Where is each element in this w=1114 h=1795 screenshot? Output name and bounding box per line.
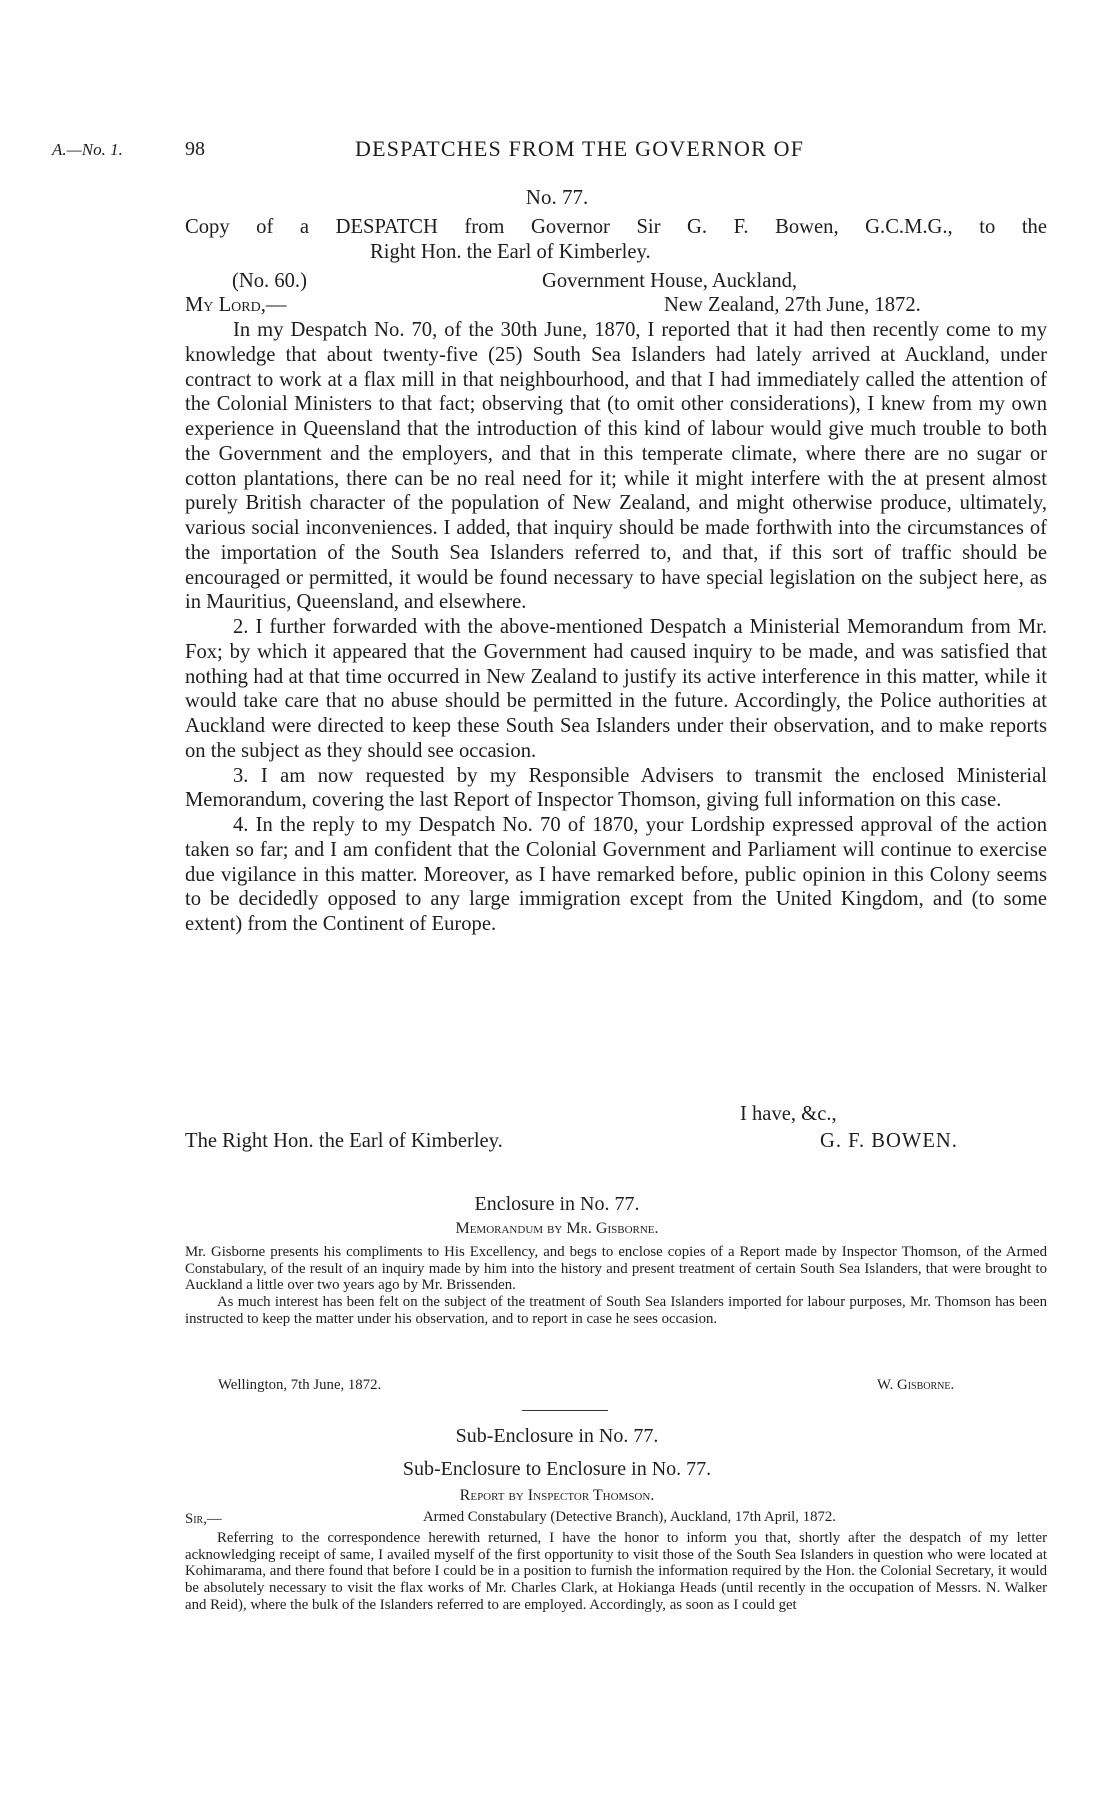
despatch-paragraph: In my Despatch No. 70, of the 30th June, 1870, I reported that it had then recently come to my knowledge that about twenty-five (25) South Sea Islanders had lately arrived at Auckland, under contract to work at a flax mill in that neighbourhood, and that I had immediately called the attention of the Colonial Ministers to that fact; observing that (to omit other considerations), I knew from my own experience in Queensland that the introduction of this kind of labour would give much trouble to both the Government and the employers, and that in this temperate climate, where there are no sugar or cotton plantations, there can be no real need for it; while it might interfere with the at present almost purely British character of the population of New Zealand, and might otherwise produce, ultimately, various social inconveniences. I added, that inquiry should be made forthwith into the circumstances of the importation of the South Sea Islanders referred to, and that, if this sort of traffic should be encouraged or permitted, it would be found necessary to have special legislation on the subject here, as in Mauritius, Queensland, and elsewhere.	[185, 319, 1047, 614]
sub-enclosure-heading2: Sub-Enclosure to Enclosure in No. 77.	[402, 1458, 712, 1480]
enclosure-heading: Enclosure in No. 77.	[474, 1193, 640, 1215]
enclosure-body	[185, 1244, 1047, 1328]
despatch-salutation: My Lord,—	[185, 294, 287, 316]
despatch-ref-no: (No. 60.)	[232, 270, 307, 292]
sub-enclosure-body	[185, 1530, 1047, 1614]
enclosure-subheading: Memorandum by Mr. Gisborne.	[455, 1220, 659, 1237]
despatch-addressee: The Right Hon. the Earl of Kimberley.	[185, 1130, 503, 1152]
sub-enclosure-subheading: Report by Inspector Thomson.	[459, 1487, 655, 1504]
enclosure-signature: W. Gisborne.	[877, 1377, 955, 1393]
enclosure-paragraph: As much interest has been felt on the subject of the treatment of South Sea Islanders imported for labour purposes, Mr. Thomson has been instructed to keep the matter under his observation, and to report in case he sees occasion.	[185, 1294, 1047, 1327]
despatch-number: No. 77.	[525, 185, 589, 209]
despatch-closing: I have, &c.,	[740, 1103, 837, 1125]
despatch-place-line2: New Zealand, 27th June, 1872.	[664, 294, 921, 316]
despatch-paragraph: 2. I further forwarded with the above-mentioned Despatch a Ministerial Memorandum from Mr. Fox; by which it appeared that the Government had caused inquiry to be made, and was satisfied that nothing had at that time occurred in New Zealand to justify its active interference in this matter, while it would take care that no abuse should be permitted in the future. Accordingly, the Police authorities at Auckland were directed to keep these South Sea Islanders under their observation, and to make reports on the subject as they should see occasion.	[185, 616, 1047, 762]
running-header	[0, 136, 1114, 166]
despatch-paragraph: 4. In the reply to my Despatch No. 70 of 1870, your Lordship expressed approval of the action taken so far; and I am confident that the Colonial Government and Parliament will continue to exercise due vigilance in this matter. Moreover, as I have remarked before, public opinion in this Colony seems to be decidedly opposed to any large immigration except from the United Kingdom, and (to some extent) from the Continent of Europe.	[185, 814, 1047, 935]
sub-enclosure-place-date: Armed Constabulary (Detective Branch), Auckland, 17th April, 1872.	[423, 1509, 836, 1525]
despatch-body	[185, 318, 1047, 937]
despatch-title-line2: Right Hon. the Earl of Kimberley.	[370, 241, 651, 263]
despatch-paragraph: 3. I am now requested by my Responsible Advisers to transmit the enclosed Ministerial Memorandum, covering the last Report of Inspector Thomson, giving full information on this case.	[185, 764, 1047, 812]
sub-enclosure-heading: Sub-Enclosure in No. 77.	[455, 1425, 659, 1447]
enclosure-place-date: Wellington, 7th June, 1872.	[218, 1377, 382, 1393]
despatch-signature: G. F. BOWEN.	[820, 1130, 958, 1152]
despatch-title-line1: Copy of a DESPATCH from Governor Sir G. F. Bowen, G.C.M.G., to the	[185, 216, 1047, 238]
enclosure-paragraph: Mr. Gisborne presents his compliments to His Excellency, and begs to enclose copies of a Report made by Inspector Thomson, of the Armed Constabulary, of the result of an inquiry made by him into the history and present treatment of certain South Sea Islanders, that were brought to Auckland a little over two years ago by Mr. Brissenden.	[185, 1244, 1047, 1294]
despatch-place-line1: Government House, Auckland,	[542, 270, 798, 292]
paper-reference: A.—No. 1.	[52, 140, 123, 159]
sub-enclosure-paragraph: Referring to the correspondence herewith returned, I have the honor to inform you that, shortly after the despatch of my letter acknowledging receipt of same, I availed myself of the first opportunity to visit those of the South Sea Islanders in question who were located at Kohimarama, and there found that before I could be in a position to furnish the information required by the Hon. the Colonial Secretary, it would be absolutely necessary to visit the flax works of Mr. Charles Clark, at Hokianga Heads (until recently in the occupation of Messrs. N. Walker and Reid), where the bulk of the Islanders referred to are employed. Accordingly, as soon as I could get	[185, 1530, 1047, 1613]
sub-enclosure-salutation: Sir,—	[185, 1511, 222, 1527]
section-divider	[522, 1410, 608, 1411]
page-number: 98	[185, 138, 205, 160]
running-title: DESPATCHES FROM THE GOVERNOR OF	[355, 136, 805, 161]
